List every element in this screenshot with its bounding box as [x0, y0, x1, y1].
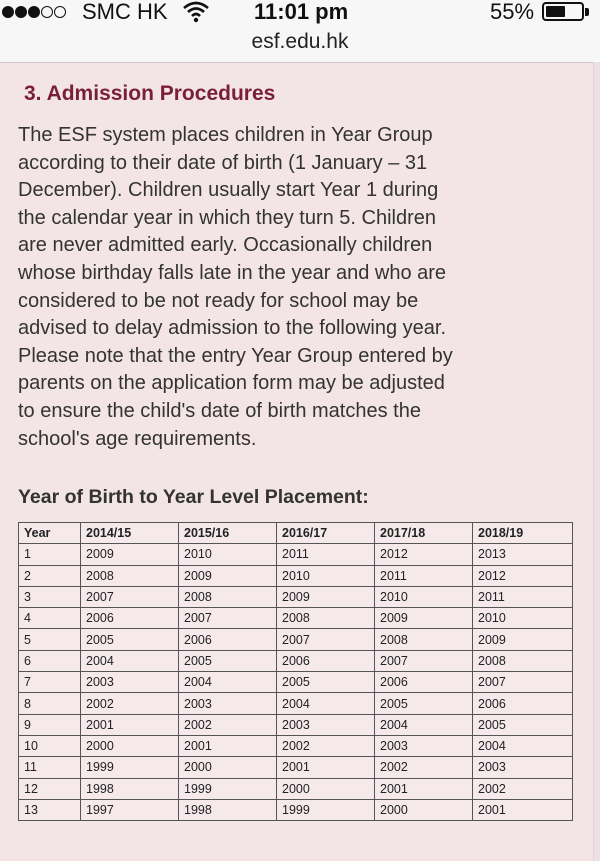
table-row — [19, 650, 573, 671]
birth-year-cell: 2007 — [277, 629, 375, 650]
paragraph-line: advised to delay admission to the following year. — [18, 317, 447, 340]
admission-paragraph — [18, 122, 578, 453]
birth-year-cell: 2001 — [375, 778, 473, 799]
paragraph-line: Please note that the entry Year Group entered by — [18, 344, 453, 367]
table-row — [19, 778, 573, 799]
birth-year-cell: 2006 — [277, 650, 375, 671]
year-level-cell: 10 — [19, 735, 81, 756]
birth-year-cell: 2002 — [473, 778, 573, 799]
birth-year-cell: 1999 — [81, 757, 179, 778]
birth-year-cell: 2006 — [179, 629, 277, 650]
birth-year-cell: 2012 — [473, 565, 573, 586]
year-level-cell: 13 — [19, 799, 81, 820]
birth-year-cell: 2007 — [81, 586, 179, 607]
birth-year-cell: 2001 — [277, 757, 375, 778]
battery-tip — [585, 8, 589, 16]
year-level-cell: 7 — [19, 672, 81, 693]
birth-year-cell: 2008 — [81, 565, 179, 586]
table-row — [19, 672, 573, 693]
paragraph-line: parents on the application form may be adjusted — [18, 372, 445, 395]
birth-year-cell: 2008 — [179, 586, 277, 607]
birth-year-cell: 2007 — [179, 608, 277, 629]
birth-year-cell: 2004 — [473, 735, 573, 756]
clock-time: 11:01 pm — [254, 0, 349, 24]
birth-year-cell: 2006 — [473, 693, 573, 714]
table-row — [19, 586, 573, 607]
table-row — [19, 565, 573, 586]
column-header-2018-19: 2018/19 — [473, 523, 573, 544]
birth-year-cell: 2007 — [375, 650, 473, 671]
year-level-cell: 6 — [19, 650, 81, 671]
birth-year-cell: 2003 — [179, 693, 277, 714]
birth-year-cell: 2008 — [473, 650, 573, 671]
birth-year-cell: 2009 — [179, 565, 277, 586]
paragraph-line: according to their date of birth (1 January – 31 — [18, 151, 428, 174]
birth-year-cell: 1998 — [81, 778, 179, 799]
birth-year-cell: 2004 — [277, 693, 375, 714]
section-title: 3. Admission Procedures — [24, 82, 276, 105]
birth-year-cell: 2003 — [277, 714, 375, 735]
paragraph-line: considered to be not ready for school may be — [18, 289, 419, 312]
birth-year-cell: 2001 — [473, 799, 573, 820]
birth-year-cell: 2011 — [375, 565, 473, 586]
birth-year-cell: 2001 — [81, 714, 179, 735]
paragraph-line: are never admitted early. Occasionally children — [18, 234, 433, 257]
status-bar — [0, 0, 600, 26]
table-row — [19, 735, 573, 756]
birth-year-cell: 2003 — [375, 735, 473, 756]
birth-year-cell: 2004 — [179, 672, 277, 693]
birth-year-cell: 2003 — [473, 757, 573, 778]
wifi-icon — [183, 1, 209, 29]
year-level-cell: 1 — [19, 544, 81, 565]
year-level-cell: 5 — [19, 629, 81, 650]
birth-year-cell: 1999 — [179, 778, 277, 799]
battery-icon — [542, 2, 584, 21]
birth-year-cell: 2002 — [81, 693, 179, 714]
address-bar-url[interactable]: esf.edu.hk — [251, 30, 349, 53]
table-row — [19, 757, 573, 778]
birth-year-cell: 2010 — [277, 565, 375, 586]
table-row — [19, 629, 573, 650]
birth-year-cell: 2005 — [81, 629, 179, 650]
signal-dot — [2, 6, 14, 18]
birth-year-cell: 2007 — [473, 672, 573, 693]
birth-year-cell: 2009 — [473, 629, 573, 650]
birth-year-cell: 2006 — [81, 608, 179, 629]
birth-year-cell: 2005 — [179, 650, 277, 671]
table-row — [19, 714, 573, 735]
birth-year-cell: 2000 — [179, 757, 277, 778]
placement-table-title: Year of Birth to Year Level Placement: — [18, 486, 369, 508]
column-header-2015-16: 2015/16 — [179, 523, 277, 544]
signal-dot — [15, 6, 27, 18]
paragraph-line: school's age requirements. — [18, 427, 257, 450]
birth-year-cell: 2000 — [81, 735, 179, 756]
year-level-cell: 8 — [19, 693, 81, 714]
signal-strength-icon — [2, 6, 66, 18]
birth-year-cell: 2002 — [277, 735, 375, 756]
table-row — [19, 693, 573, 714]
page-edge — [593, 62, 600, 861]
paragraph-line: to ensure the child's date of birth matches the — [18, 399, 421, 422]
birth-year-cell: 2009 — [277, 586, 375, 607]
table-header-row — [19, 523, 573, 544]
birth-year-cell: 2001 — [179, 735, 277, 756]
paragraph-line: whose birthday falls late in the year and who are — [18, 261, 447, 284]
birth-year-cell: 2012 — [375, 544, 473, 565]
page-content — [0, 62, 600, 861]
column-header-2017-18: 2017/18 — [375, 523, 473, 544]
birth-year-cell: 2005 — [473, 714, 573, 735]
birth-year-cell: 2004 — [375, 714, 473, 735]
table-row — [19, 799, 573, 820]
birth-year-cell: 2005 — [277, 672, 375, 693]
birth-year-cell: 2009 — [81, 544, 179, 565]
battery-level — [546, 6, 565, 17]
birth-year-cell: 2011 — [277, 544, 375, 565]
year-level-cell: 11 — [19, 757, 81, 778]
birth-year-cell: 2000 — [375, 799, 473, 820]
birth-year-cell: 2002 — [375, 757, 473, 778]
birth-year-cell: 2005 — [375, 693, 473, 714]
birth-year-cell: 2010 — [375, 586, 473, 607]
table-body — [19, 544, 573, 821]
year-level-cell: 2 — [19, 565, 81, 586]
column-header-2016-17: 2016/17 — [277, 523, 375, 544]
birth-year-cell: 2000 — [277, 778, 375, 799]
birth-year-cell: 2003 — [81, 672, 179, 693]
carrier-name: SMC HK — [82, 0, 168, 24]
year-level-cell: 9 — [19, 714, 81, 735]
birth-year-cell: 2009 — [375, 608, 473, 629]
birth-year-cell: 2011 — [473, 586, 573, 607]
year-level-cell: 12 — [19, 778, 81, 799]
year-level-cell: 3 — [19, 586, 81, 607]
column-header-2014-15: 2014/15 — [81, 523, 179, 544]
birth-year-cell: 1997 — [81, 799, 179, 820]
birth-year-cell: 1999 — [277, 799, 375, 820]
table-row — [19, 544, 573, 565]
birth-year-cell: 2006 — [375, 672, 473, 693]
birth-year-cell: 2010 — [473, 608, 573, 629]
birth-year-cell: 1998 — [179, 799, 277, 820]
table-row — [19, 608, 573, 629]
birth-year-cell: 2004 — [81, 650, 179, 671]
paragraph-line: The ESF system places children in Year Group — [18, 124, 433, 146]
birth-year-cell: 2010 — [179, 544, 277, 565]
signal-dot — [54, 6, 66, 18]
signal-dot — [28, 6, 40, 18]
birth-year-cell: 2008 — [375, 629, 473, 650]
browser-top-bar — [0, 0, 600, 63]
birth-year-cell: 2002 — [179, 714, 277, 735]
birth-year-cell: 2008 — [277, 608, 375, 629]
battery-percentage: 55% — [490, 0, 535, 24]
birth-year-cell: 2013 — [473, 544, 573, 565]
paragraph-line: December). Children usually start Year 1 during — [18, 179, 439, 202]
placement-table — [18, 522, 573, 821]
column-header-year: Year — [19, 523, 81, 544]
signal-dot — [41, 6, 53, 18]
paragraph-line: the calendar year in which they turn 5. Children — [18, 206, 437, 229]
year-level-cell: 4 — [19, 608, 81, 629]
